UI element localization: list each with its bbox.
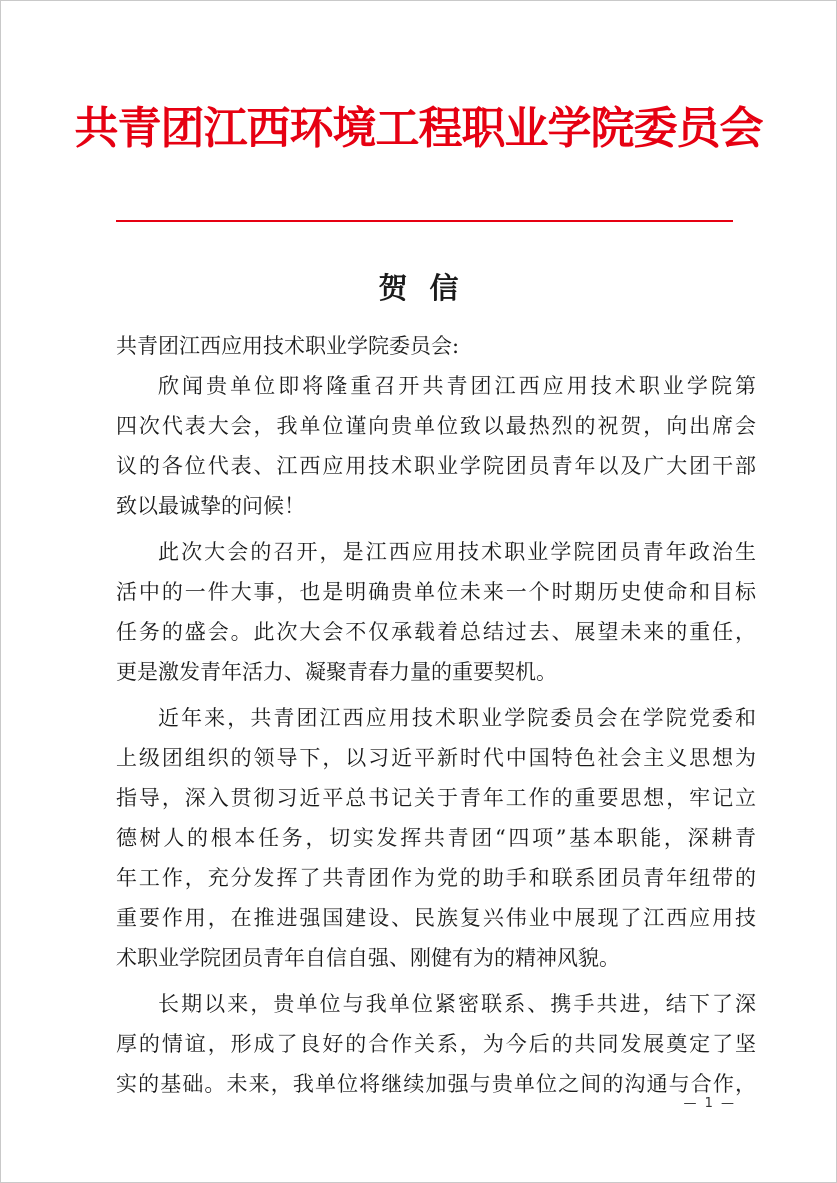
header-red-rule bbox=[116, 220, 733, 222]
text-line: 实的基础。未来，我单位将继续加强与贵单位之间的沟通与合作， bbox=[116, 1072, 756, 1096]
text-line: 德树人的根本任务，切实发挥共青团“四项”基本职能，深耕青 bbox=[116, 826, 756, 850]
letter-body bbox=[116, 366, 756, 1110]
text-line: 指导，深入贯彻习近平总书记关于青年工作的重要思想，牢记立 bbox=[116, 786, 756, 810]
text-line: 欣闻贵单位即将隆重召开共青团江西应用技术职业学院第 bbox=[158, 374, 756, 398]
text-line: 四次代表大会，我单位谨向贵单位致以最热烈的祝贺，向出席会 bbox=[116, 414, 756, 438]
text-line: 活中的一件大事，也是明确贵单位未来一个时期历史使命和目标 bbox=[116, 580, 756, 604]
document-title: 贺信 bbox=[378, 271, 481, 305]
text-line: 术职业学院团员青年自信自强、刚健有为的精神风貌。 bbox=[116, 946, 620, 970]
text-line: 致以最诚挚的问候！ bbox=[116, 494, 305, 518]
salutation: 共青团江西应用技术职业学院委员会: bbox=[116, 334, 460, 358]
text-line: 近年来，共青团江西应用技术职业学院委员会在学院党委和 bbox=[158, 706, 756, 730]
text-line: 年工作，充分发挥了共青团作为党的助手和联系团员青年纽带的 bbox=[116, 866, 756, 890]
paragraph-4 bbox=[116, 984, 756, 1104]
text-line: 重要作用，在推进强国建设、民族复兴伟业中展现了江西应用技 bbox=[116, 906, 756, 930]
text-line: 议的各位代表、江西应用技术职业学院团员青年以及广大团干部 bbox=[116, 454, 756, 478]
page-number: — 1 — bbox=[683, 1096, 736, 1111]
text-line: 任务的盛会。此次大会不仅承载着总结过去、展望未来的重任， bbox=[116, 620, 756, 644]
organization-header: 共青团江西环境工程职业学院委员会 bbox=[74, 103, 763, 154]
text-line: 此次大会的召开，是江西应用技术职业学院团员青年政治生 bbox=[158, 540, 756, 564]
text-line: 厚的情谊，形成了良好的合作关系，为今后的共同发展奠定了坚 bbox=[116, 1032, 756, 1056]
text-line: 长期以来，贵单位与我单位紧密联系、携手共进，结下了深 bbox=[158, 992, 756, 1016]
text-line: 更是激发青年活力、凝聚青春力量的重要契机。 bbox=[116, 660, 557, 684]
paragraph-2 bbox=[116, 532, 756, 692]
paragraph-3 bbox=[116, 698, 756, 978]
paragraph-1 bbox=[116, 366, 756, 526]
text-line: 上级团组织的领导下，以习近平新时代中国特色社会主义思想为 bbox=[116, 746, 756, 770]
